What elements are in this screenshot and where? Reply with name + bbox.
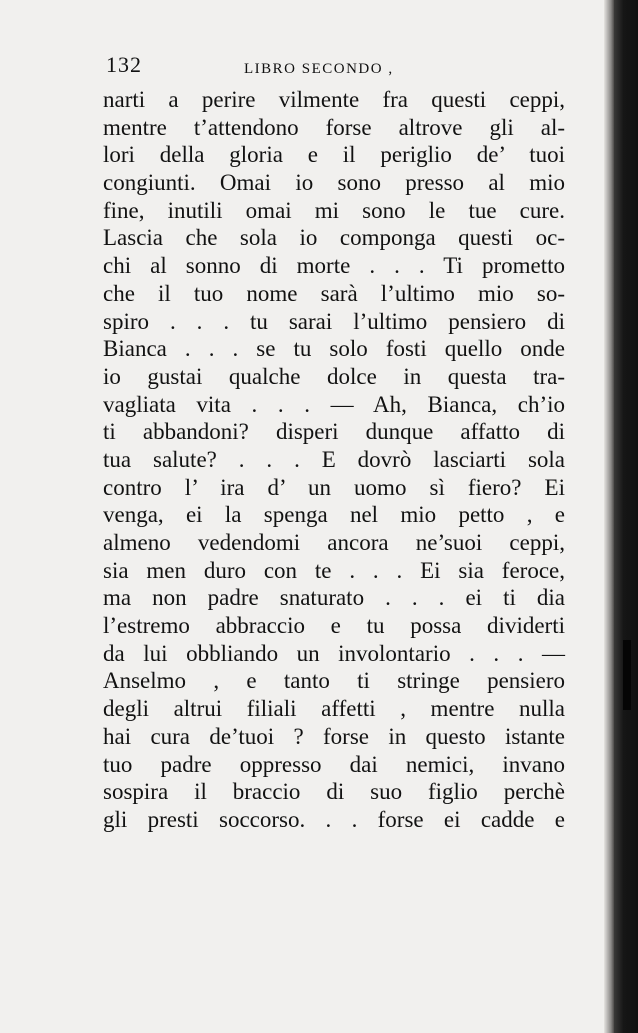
page-edge-shadow bbox=[604, 0, 614, 1033]
text-line: congiunti. Omai io sono presso al mio bbox=[103, 170, 565, 196]
text-line: lori della gloria e il periglio de’ tuoi bbox=[103, 142, 565, 168]
text-line: venga, ei la spenga nel mio petto , e bbox=[103, 502, 565, 528]
text-line: che il tuo nome sarà l’ultimo mio so- bbox=[103, 280, 565, 306]
text-line: Lascia che sola io componga questi oc- bbox=[103, 225, 565, 251]
page-number: 132 bbox=[106, 52, 142, 77]
text-line: contro l’ ira d’ un uomo sì fiero? Ei bbox=[103, 474, 565, 500]
text-line: Anselmo , e tanto ti stringe pensiero bbox=[103, 668, 565, 694]
text-line: hai cura de’tuoi ? forse in questo istante bbox=[103, 723, 565, 749]
body-text bbox=[103, 86, 565, 834]
text-line: sia men duro con te . . . Ei sia feroce, bbox=[103, 557, 565, 583]
text-line: tua salute? . . . E dovrò lasciarti sola bbox=[103, 446, 565, 472]
text-line: ma non padre snaturato . . . ei ti dia bbox=[103, 585, 565, 611]
text-line: spiro . . . tu sarai l’ultimo pensiero di bbox=[103, 308, 565, 334]
text-line: vagliata vita . . . — Ah, Bianca, ch’io bbox=[103, 391, 565, 417]
text-line: ti abbandoni? disperi dunque affatto di bbox=[103, 419, 565, 445]
text-line: chi al sonno di morte . . . Ti prometto bbox=[103, 253, 565, 279]
text-line: sospira il braccio di suo figlio perchè bbox=[103, 779, 565, 805]
text-line: narti a perire vilmente fra questi ceppi, bbox=[103, 87, 565, 112]
text-line: tuo padre oppresso dai nemici, invano bbox=[103, 751, 565, 777]
page-header bbox=[106, 52, 566, 84]
book-spine-edge bbox=[614, 0, 638, 1033]
spine-mark bbox=[623, 640, 631, 710]
text-line: da lui obbliando un involontario . . . — bbox=[103, 640, 565, 666]
text-line: mentre t’attendono forse altrove gli al- bbox=[103, 114, 565, 140]
running-head: LIBRO SECONDO , bbox=[244, 61, 394, 77]
text-line: degli altrui filiali affetti , mentre nulla bbox=[103, 696, 565, 722]
text-line: almeno vedendomi ancora ne’suoi ceppi, bbox=[103, 530, 565, 555]
text-line: Bianca . . . se tu solo fosti quello onde bbox=[103, 336, 565, 362]
text-line: gli presti soccorso. . . forse ei cadde e bbox=[103, 806, 565, 832]
text-line: l’estremo abbraccio e tu possa dividerti bbox=[103, 613, 565, 639]
text-line: fine, inutili omai mi sono le tue cure. bbox=[103, 197, 565, 223]
text-line: io gustai qualche dolce in questa tra- bbox=[103, 363, 565, 389]
